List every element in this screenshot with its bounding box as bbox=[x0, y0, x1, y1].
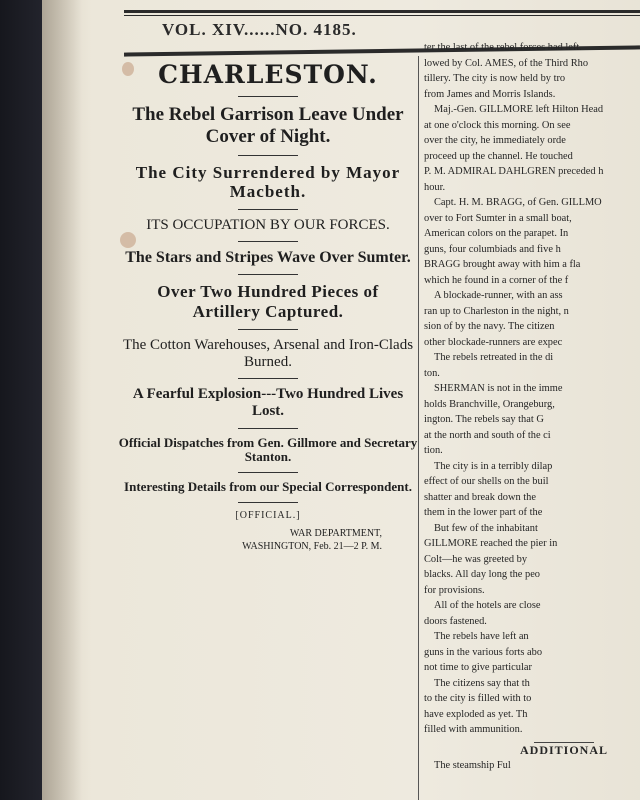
page-fold-shadow bbox=[42, 0, 82, 800]
column-text-line: The rebels retreated in the di bbox=[434, 352, 554, 363]
column-text-line: SHERMAN is not in the imme bbox=[434, 383, 563, 394]
divider bbox=[238, 502, 298, 503]
deck-2: The City Surrendered by Mayor Macbeth. bbox=[135, 162, 401, 202]
column-text-line: ton. bbox=[424, 367, 440, 379]
deck-9: Interesting Details from our Special Correspondent. bbox=[124, 479, 412, 495]
column-text-line: Maj.-Gen. GILLMORE left Hilton Head bbox=[434, 104, 604, 115]
column-text-line: to the city is filled with to bbox=[424, 693, 532, 704]
column-text-line: at one o'clock this morning. On see bbox=[424, 119, 571, 131]
column-text-line: tillery. The city is now held by tro bbox=[424, 73, 566, 84]
column-text-line: ran up to Charleston in the night, n bbox=[424, 305, 569, 317]
headline: CHARLESTON. bbox=[158, 60, 378, 89]
column-text-line: guns in the various forts abo bbox=[424, 646, 543, 658]
deck-8: Official Dispatches from Gen. Gillmore and Secretary Stanton. bbox=[118, 434, 418, 465]
divider bbox=[238, 155, 298, 156]
column-text-line: The city is in a terribly dilap bbox=[434, 460, 553, 472]
divider bbox=[238, 472, 298, 473]
dateline bbox=[118, 527, 418, 553]
column-text-line: filled with ammunition. bbox=[424, 724, 523, 735]
column-text-line: guns, four columbiads and five h bbox=[424, 243, 561, 255]
divider bbox=[238, 378, 298, 379]
column-text-line: which he found in a corner of the f bbox=[424, 274, 569, 286]
column-text-line: All of the hotels are close bbox=[434, 600, 541, 611]
official-label: [OFFICIAL.] bbox=[235, 510, 301, 522]
divider bbox=[238, 428, 298, 429]
column-text-line: The rebels have left an bbox=[434, 631, 529, 642]
dateline-place-date: WASHINGTON, Feb. 21—2 P. M. bbox=[242, 541, 382, 553]
divider bbox=[238, 241, 298, 242]
divider bbox=[238, 209, 298, 210]
volume-line: VOL. XIV......NO. 4185. bbox=[162, 20, 357, 39]
column-text-line: ter the last of the rebel forces had left. bbox=[424, 42, 582, 53]
column-text-line: A blockade-runner, with an ass bbox=[434, 290, 563, 301]
column-text-line: over the city, he immediately orde bbox=[424, 135, 566, 146]
dateline-department: WAR DEPARTMENT, bbox=[289, 528, 382, 540]
column-text-line: shatter and break down the bbox=[424, 491, 536, 503]
column-text-line: them in the lower part of the bbox=[424, 507, 543, 518]
column-text-line: The citizens say that th bbox=[434, 677, 530, 689]
deck-4: The Stars and Stripes Wave Over Sumter. bbox=[125, 249, 411, 267]
column-text-line: for provisions. bbox=[424, 584, 485, 596]
column-text-line: sion of by the navy. The citizen bbox=[424, 321, 555, 332]
article-column bbox=[118, 56, 418, 553]
column-text-line: American colors on the parapet. In bbox=[424, 228, 569, 239]
column-text-line: over to Fort Sumter in a small boat, bbox=[424, 212, 572, 224]
column-text-line: P. M. ADMIRAL DAHLGREN preceded h bbox=[424, 166, 604, 177]
column-text-line: have exploded as yet. Th bbox=[424, 708, 528, 720]
deck-1: The Rebel Garrison Leave Under Cover of Night. bbox=[132, 104, 404, 147]
column-text-line: effect of our shells on the buil bbox=[424, 476, 549, 487]
column-text-line: ington. The rebels say that G bbox=[424, 414, 544, 425]
column-text-line: BRAGG brought away with him a fla bbox=[424, 259, 581, 270]
right-column-text bbox=[424, 40, 640, 800]
deck-6: The Cotton Warehouses, Arsenal and Iron-Clads Burned. bbox=[122, 336, 414, 370]
column-text-line: hour. bbox=[424, 181, 446, 193]
column-text-line: blacks. All day long the peo bbox=[424, 569, 541, 580]
divider bbox=[238, 329, 298, 330]
column-text-line: from James and Morris Islands. bbox=[424, 88, 556, 100]
divider bbox=[238, 96, 298, 97]
column-text-line: GILLMORE reached the pier in bbox=[424, 538, 558, 549]
column-text-line: But few of the inhabitant bbox=[434, 522, 538, 534]
divider bbox=[238, 274, 298, 275]
masthead-rule-thin bbox=[124, 15, 640, 16]
column-text-line: not time to give particular bbox=[424, 662, 532, 673]
column-text-line: other blockade-runners are expec bbox=[424, 336, 563, 348]
column-text-line: at the north and south of the ci bbox=[424, 429, 551, 441]
column-text-line: proceed up the channel. He touched bbox=[424, 150, 573, 162]
column-text-line: holds Branchville, Orangeburg, bbox=[424, 398, 555, 410]
column-text-line: Colt—he was greeted by bbox=[424, 553, 528, 565]
column-text-line: The steamship Ful bbox=[434, 760, 511, 771]
subheading: ADDITIONAL bbox=[520, 742, 609, 757]
deck-3: ITS OCCUPATION BY OUR FORCES. bbox=[146, 216, 390, 233]
deck-5: Over Two Hundred Pieces of Artillery Captured. bbox=[157, 282, 379, 321]
column-text-line: Capt. H. M. BRAGG, of Gen. GILLMO bbox=[434, 197, 602, 208]
column-divider bbox=[418, 56, 419, 800]
masthead-rule bbox=[124, 10, 640, 13]
column-text-line: tion. bbox=[424, 445, 443, 456]
column-text-line: doors fastened. bbox=[424, 615, 487, 627]
deck-7: A Fearful Explosion---Two Hundred Lives Lost. bbox=[132, 386, 404, 420]
column-text-line: lowed by Col. AMES, of the Third Rho bbox=[424, 57, 589, 69]
